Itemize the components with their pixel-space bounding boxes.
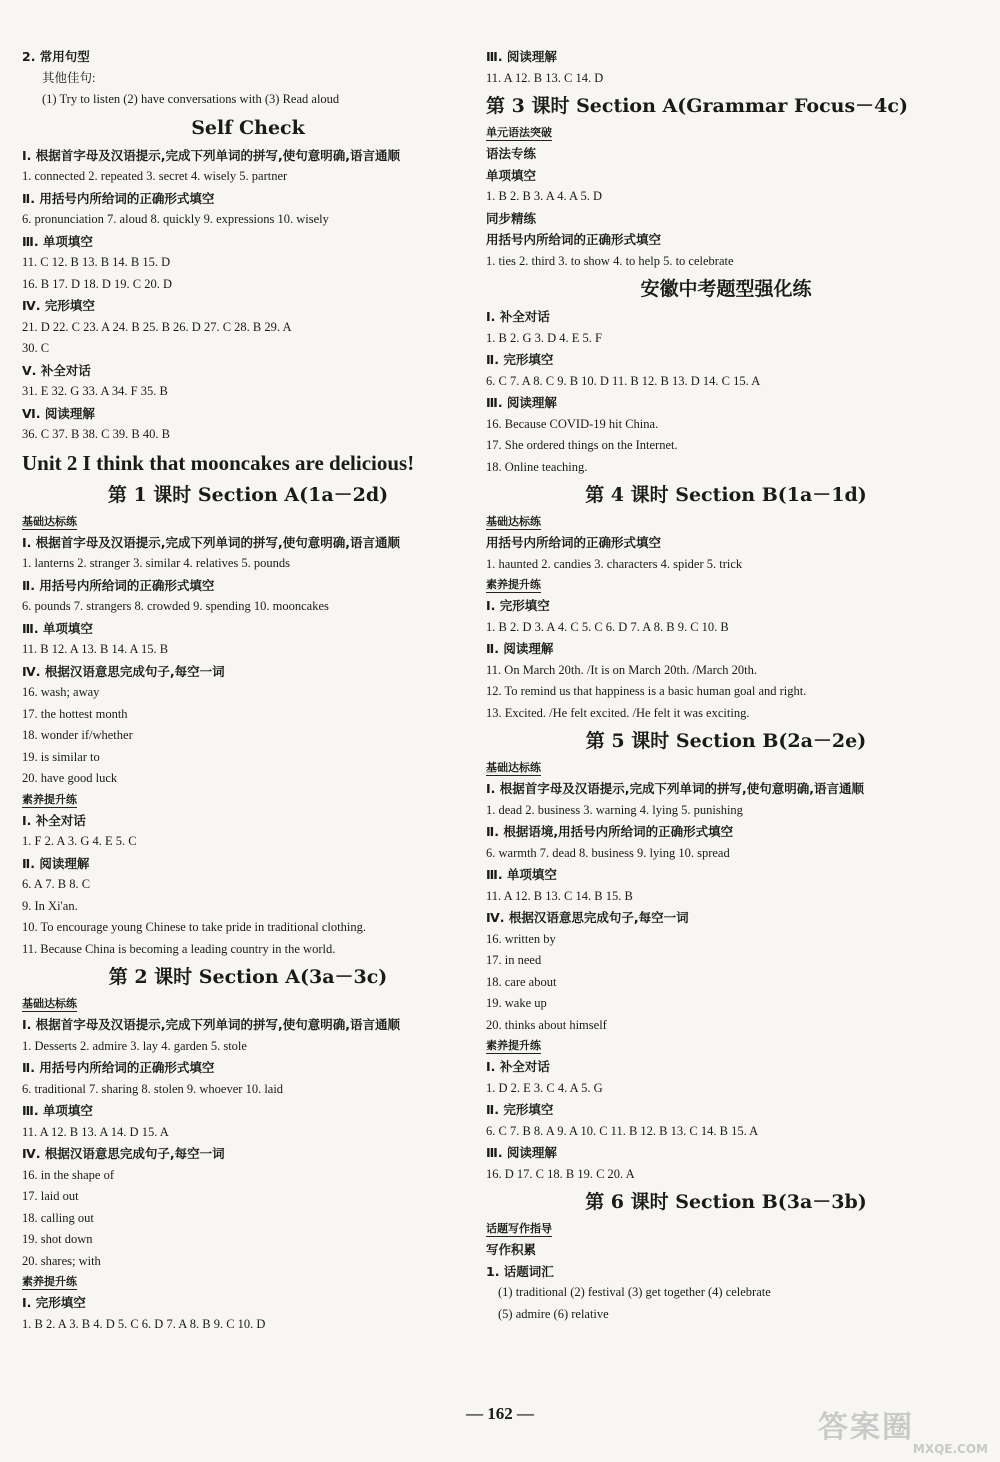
- answer-line: 11. A 12. B 13. C 14. B 15. B: [486, 888, 633, 903]
- answer-line: 17. in need: [486, 953, 542, 967]
- section-heading: Ⅳ. 根据汉语意思完成句子,每空一词: [22, 663, 225, 679]
- section-heading: Ⅱ. 根据语境,用括号内所给词的正确形式填空: [486, 824, 734, 839]
- section-tag: 基础达标练: [486, 761, 541, 774]
- section-heading: Ⅲ. 阅读理解: [486, 49, 557, 64]
- answer-line: 11. Because China is becoming a leading country in the world.: [22, 941, 336, 956]
- section-heading: Ⅱ. 用括号内所给词的正确形式填空: [22, 190, 215, 206]
- section-heading: Ⅰ. 完形填空: [22, 1295, 86, 1310]
- lesson-title: 第 2 课时 Section A(3a－3c): [108, 966, 388, 988]
- answer-line: 30. C: [22, 341, 50, 355]
- lesson-title: 第 4 课时 Section B(1a－1d): [585, 484, 867, 506]
- answer-line: 1. F 2. A 3. G 4. E 5. C: [22, 834, 137, 848]
- answer-line: 11. A 12. B 13. A 14. D 15. A: [22, 1124, 169, 1139]
- answer-line: 16. B 17. D 18. D 19. C 20. D: [22, 276, 173, 291]
- answer-line: 13. Excited. /He felt excited. /He felt it was exciting.: [486, 705, 750, 720]
- section-heading: Ⅰ. 补全对话: [22, 812, 86, 828]
- answer-line: 18. care about: [486, 974, 557, 989]
- anhui-practice-title: 安徽中考题型强化练: [640, 278, 812, 300]
- answer-line: 6. warmth 7. dead 8. business 9. lying 10. spread: [486, 845, 730, 860]
- lesson-title: 第 6 课时 Section B(3a－3b): [585, 1191, 867, 1213]
- answer-line: 31. E 32. G 33. A 34. F 35. B: [22, 384, 168, 398]
- section-heading: Ⅴ. 补全对话: [22, 362, 91, 378]
- answer-line: 17. laid out: [22, 1189, 79, 1203]
- left-column: [22, 46, 474, 1335]
- answer-line: 1. B 2. D 3. A 4. C 5. C 6. D 7. A 8. B 9. C 10. B: [486, 619, 729, 634]
- answer-line: 20. have good luck: [22, 771, 118, 785]
- self-check-title: Self Check: [191, 116, 305, 139]
- lesson-title: 第 1 课时 Section A(1a－2d): [107, 483, 389, 506]
- section-heading: Ⅲ. 阅读理解: [486, 395, 557, 410]
- section-heading: 用括号内所给词的正确形式填空: [486, 535, 662, 550]
- answer-line: 1. ties 2. third 3. to show 4. to help 5. to celebrate: [486, 253, 734, 268]
- answer-line: 16. D 17. C 18. B 19. C 20. A: [486, 1166, 635, 1181]
- section-heading: Ⅲ. 阅读理解: [486, 1145, 557, 1160]
- section-heading: Ⅲ. 单项填空: [22, 620, 93, 636]
- answer-line: 6. C 7. B 8. A 9. A 10. C 11. B 12. B 13. C 14. B 15. A: [486, 1123, 759, 1138]
- section-heading: Ⅰ. 根据首字母及汉语提示,完成下列单词的拼写,使句意明确,语言通顺: [486, 781, 864, 796]
- answer-line: 1. connected 2. repeated 3. secret 4. wisely 5. partner: [22, 169, 288, 183]
- section-heading: Ⅰ. 完形填空: [486, 598, 550, 613]
- answer-line: 16. in the shape of: [22, 1167, 114, 1182]
- section-heading: 2. 常用句型: [22, 49, 90, 64]
- section-tag: 基础达标练: [486, 515, 541, 528]
- answer-line: 17. the hottest month: [22, 706, 128, 721]
- lesson-title: 第 3 课时 Section A(Grammar Focus－4c): [486, 95, 908, 117]
- page-number: — 162 —: [466, 1404, 534, 1423]
- text-line: 其他佳句:: [42, 70, 96, 85]
- answer-line: 11. C 12. B 13. B 14. B 15. D: [22, 255, 171, 269]
- answer-line: 1. Desserts 2. admire 3. lay 4. garden 5. stole: [22, 1038, 247, 1053]
- answer-line: 1. haunted 2. candies 3. characters 4. spider 5. trick: [486, 556, 743, 571]
- section-heading: Ⅰ. 补全对话: [486, 309, 550, 324]
- lesson-title: 第 5 课时 Section B(2a－2e): [585, 730, 867, 752]
- answer-line: 18. Online teaching.: [486, 459, 588, 474]
- section-heading: Ⅲ. 单项填空: [22, 233, 93, 249]
- section-heading: Ⅰ. 根据首字母及汉语提示,完成下列单词的拼写,使句意明确,语言通顺: [22, 534, 400, 550]
- section-heading: Ⅳ. 根据汉语意思完成句子,每空一词: [22, 1146, 225, 1161]
- section-heading: Ⅳ. 根据汉语意思完成句子,每空一词: [486, 910, 689, 925]
- section-heading: 单项填空: [486, 167, 537, 183]
- section-heading: Ⅳ. 完形填空: [22, 298, 95, 313]
- section-tag: 基础达标练: [22, 514, 77, 528]
- answer-line: 19. shot down: [22, 1232, 93, 1246]
- section-heading: Ⅱ. 用括号内所给词的正确形式填空: [22, 1060, 215, 1075]
- section-heading: Ⅰ. 根据首字母及汉语提示,完成下列单词的拼写,使句意明确,语言通顺: [22, 1017, 400, 1032]
- section-tag: 素养提升练: [22, 792, 77, 806]
- answer-line: 12. To remind us that happiness is a basic human goal and right.: [486, 684, 807, 698]
- section-heading: 写作积累: [486, 1242, 537, 1257]
- answer-line: 6. pounds 7. strangers 8. crowded 9. spending 10. mooncakes: [22, 599, 329, 613]
- answer-line: 1. dead 2. business 3. warning 4. lying 5. punishing: [486, 802, 743, 817]
- answer-line: 17. She ordered things on the Internet.: [486, 438, 678, 452]
- section-heading: Ⅱ. 完形填空: [486, 352, 554, 367]
- watermark-logo: 答案圈: [818, 1410, 914, 1445]
- answer-line: 9. In Xi'an.: [22, 898, 78, 913]
- answer-line: 1. B 2. A 3. B 4. D 5. C 6. D 7. A 8. B 9. C 10. D: [22, 1316, 266, 1331]
- section-heading: Ⅱ. 阅读理解: [22, 855, 90, 871]
- section-heading: Ⅱ. 用括号内所给词的正确形式填空: [22, 577, 215, 593]
- answer-line: 1. lanterns 2. stranger 3. similar 4. relatives 5. pounds: [22, 556, 290, 570]
- section-heading: 同步精练: [486, 210, 537, 226]
- answer-line: 10. To encourage young Chinese to take pride in traditional clothing.: [22, 920, 366, 934]
- answer-line: 1. B 2. B 3. A 4. A 5. D: [486, 189, 602, 203]
- section-tag: 素养提升练: [22, 1275, 77, 1288]
- section-heading: 1. 话题词汇: [486, 1263, 554, 1279]
- text-line: (1) Try to listen (2) have conversations with (3) Read aloud: [42, 92, 340, 106]
- answer-line: 20. thinks about himself: [486, 1017, 607, 1032]
- answer-line: (5) admire (6) relative: [498, 1306, 609, 1321]
- section-heading: Ⅵ. 阅读理解: [22, 405, 95, 421]
- answer-line: 1. B 2. G 3. D 4. E 5. F: [486, 330, 602, 345]
- watermark: [818, 1402, 988, 1458]
- answer-line: 6. pronunciation 7. aloud 8. quickly 9. expressions 10. wisely: [22, 212, 329, 226]
- answer-line: 20. shares; with: [22, 1253, 101, 1268]
- answer-line: 6. A 7. B 8. C: [22, 877, 91, 891]
- answer-line: 16. Because COVID-19 hit China.: [486, 416, 659, 431]
- watermark-url: MXQE.COM: [912, 1442, 988, 1456]
- answer-line: 6. C 7. A 8. C 9. B 10. D 11. B 12. B 13. D 14. C 15. A: [486, 373, 761, 388]
- section-heading: Ⅲ. 单项填空: [486, 867, 557, 882]
- section-tag: 素养提升练: [486, 578, 541, 591]
- section-tag: 单元语法突破: [486, 126, 552, 139]
- section-tag: 基础达标练: [22, 997, 77, 1010]
- answer-line: 36. C 37. B 38. C 39. B 40. B: [22, 427, 170, 441]
- answer-line: 6. traditional 7. sharing 8. stolen 9. whoever 10. laid: [22, 1081, 284, 1096]
- section-heading: Ⅲ. 单项填空: [22, 1103, 93, 1118]
- answer-line: 16. wash; away: [22, 685, 100, 699]
- answer-line: 1. D 2. E 3. C 4. A 5. G: [486, 1080, 603, 1095]
- section-tag: 素养提升练: [486, 1039, 541, 1052]
- section-tag: 话题写作指导: [486, 1222, 552, 1235]
- answer-line: 11. On March 20th. /It is on March 20th. /March 20th.: [486, 662, 758, 677]
- answer-line: 16. written by: [486, 931, 556, 946]
- section-heading: Ⅰ. 根据首字母及汉语提示,完成下列单词的拼写,使句意明确,语言通顺: [22, 147, 400, 163]
- answer-line: 18. calling out: [22, 1210, 94, 1225]
- section-heading: 语法专练: [486, 146, 537, 161]
- unit-title: Unit 2 I think that mooncakes are delicious!: [22, 450, 415, 475]
- section-heading: Ⅰ. 补全对话: [486, 1059, 550, 1074]
- right-column: [486, 46, 966, 1325]
- answer-line: (1) traditional (2) festival (3) get together (4) celebrate: [498, 1285, 771, 1299]
- answer-line: 11. B 12. A 13. B 14. A 15. B: [22, 642, 169, 656]
- answer-line: 21. D 22. C 23. A 24. B 25. B 26. D 27. C 28. B 29. A: [22, 319, 292, 334]
- answer-line: 18. wonder if/whether: [22, 728, 133, 742]
- section-heading: Ⅱ. 阅读理解: [486, 641, 554, 656]
- section-heading: Ⅱ. 完形填空: [486, 1102, 554, 1117]
- section-heading: 用括号内所给词的正确形式填空: [486, 232, 662, 247]
- answer-line: 19. is similar to: [22, 749, 100, 764]
- answer-line: 19. wake up: [486, 996, 547, 1010]
- answer-line: 11. A 12. B 13. C 14. D: [486, 70, 604, 85]
